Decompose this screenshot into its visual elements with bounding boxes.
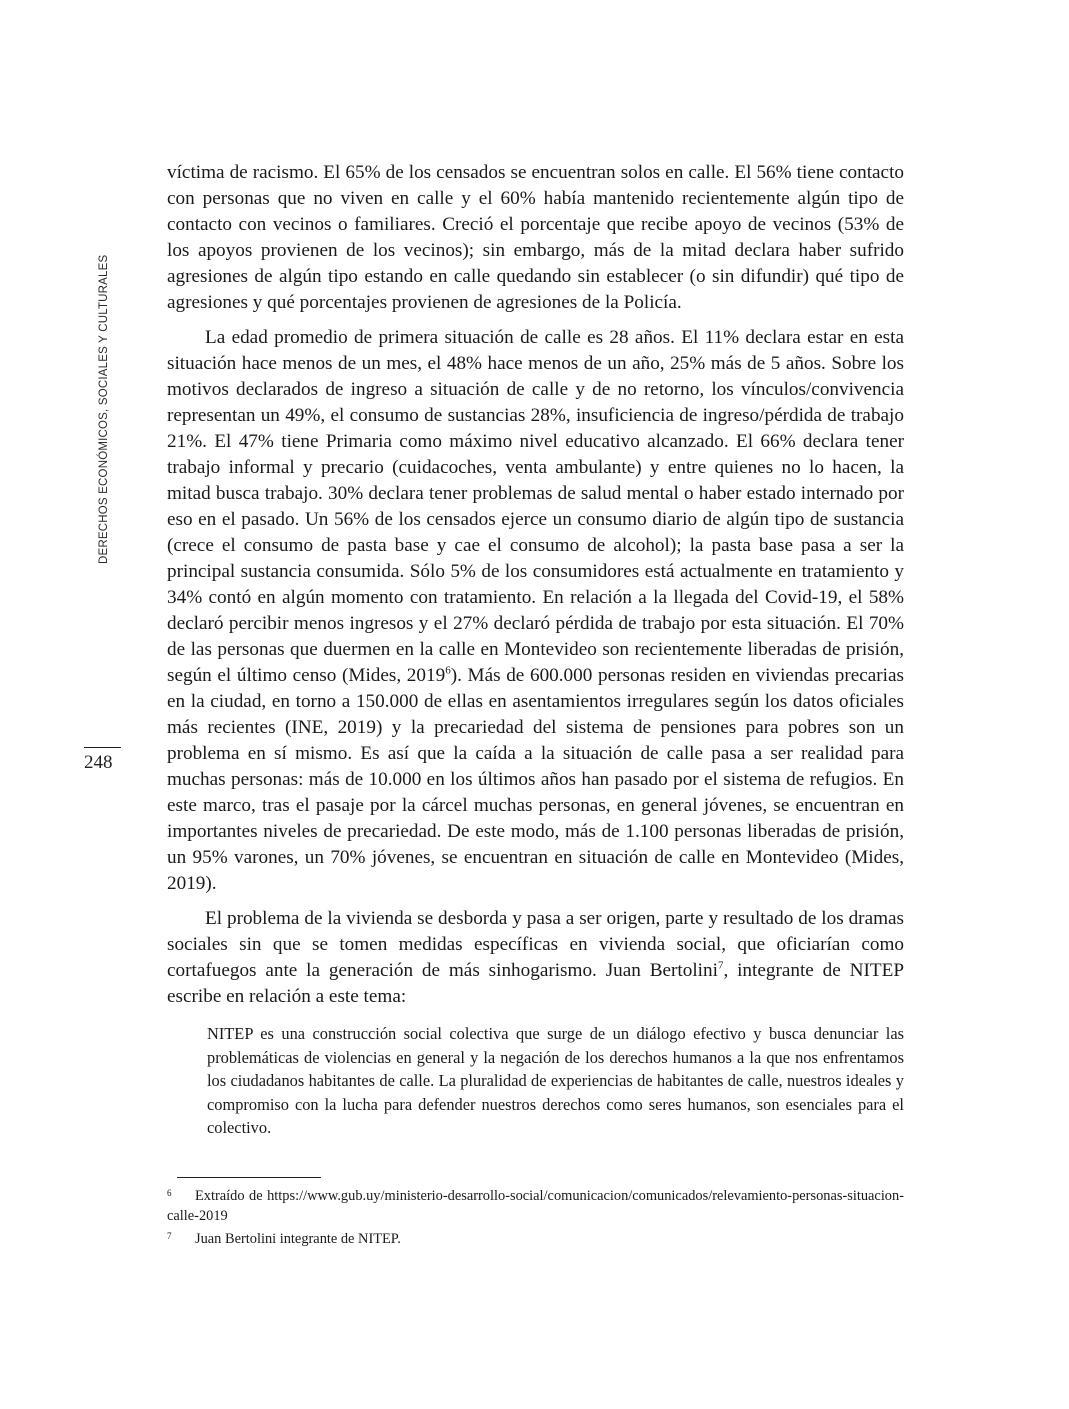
footnote-7 [167,1226,904,1249]
footnote-mark: 7 [167,1231,172,1241]
running-title-text: DERECHOS ECONÓMICOS, SOCIALES Y CULTURALES [98,254,110,564]
paragraph-3-text-b: , integrante de NITEP escribe en relación a este tema: [167,960,904,1007]
page-number-rule [84,747,121,748]
paragraph-2-text-b: ). Más de 600.000 personas residen en viviendas precarias en la ciudad, en torno a 150.000 de ellas en asentamientos irregulares según los datos oficiales más recientes (INE, 2019) y la precariedad del sistema de pensiones para pobres son un problema en sí mismo. Es así que la caída a la situación de calle pasa a ser realidad para muchas personas: más de 10.000 en los últimos años han pasado por el sistema de refugios. En este marco, tras el pasaje por la cárcel muchas personas, en general jóvenes, se encuentran en importantes niveles de precariedad. De este modo, más de 1.100 personas liberadas de prisión, un 95% varones, un 70% jóvenes, se encuentran en situación de calle en Montevideo (Mides, 2019). [167,665,904,894]
running-title [92,246,114,564]
paragraph-1: víctima de racismo. El 65% de los censados se encuentran solos en calle. El 56% tiene contacto con personas que no viven en calle y el 60% había mantenido recientemente algún tipo de contacto con vecinos o familiares. Creció el porcentaje que recibe apoyo de vecinos (53% de los apoyos provienen de los vecinos); sin embargo, más de la mitad declara haber sufrido agresiones de algún tipo estando en calle quedando sin establecer (o sin difundir) qué tipo de agresiones y qué porcentajes provienen de agresiones de la Policía. [167,162,904,313]
footnote-text: Juan Bertolini integrante de NITEP. [195,1231,401,1247]
footnote-mark: 6 [167,1188,172,1198]
paragraph-3-text-a: El problema de la vivienda se desborda y pasa a ser origen, parte y resultado de los dramas sociales sin que se tomen medidas específicas en vivienda social, que oficiarían como cortafuegos ante la generación de más sinhogarismo. Juan Bertolini [167,908,904,981]
paragraph-2-text-a: La edad promedio de primera situación de calle es 28 años. El 11% declara estar en esta situación hace menos de un mes, el 48% hace menos de un año, 25% más de 5 años. Sobre los motivos declarados de ingreso a situación de calle y de no retorno, los vínculos/convivencia representan un 49%, el consumo de sustancias 28%, insuficiencia de ingreso/pérdida de trabajo 21%. El 47% tiene Primaria como máximo nivel educativo alcanzado. El 66% declara tener trabajo informal y precario (cuidacoches, venta ambulante) y entre quienes no lo hacen, la mitad busca trabajo. 30% declara tener problemas de salud mental o haber estado internado por eso en el pasado. Un 56% de los censados ejerce un consumo diario de algún tipo de sustancia (crece el consumo de pasta base y cae el consumo de alcohol); la pasta base pasa a ser la principal sustancia consumida. Sólo 5% de los consumidores está actualmente en tratamiento y 34% contó en algún momento con tratamiento. En relación a la llegada del Covid-19, el 58% declaró percibir menos ingresos y el 27% declaró pérdida de trabajo por esta situación. El 70% de las personas que duermen en la calle en Montevideo son recientemente liberadas de prisión, según el último censo (Mides, 2019 [167,327,904,686]
paragraph-3 [167,906,904,1010]
footnote-separator [177,1177,321,1178]
paragraph-2 [167,325,904,897]
footnote-text: Extraído de https://www.gub.uy/ministerio-desarrollo-social/comunicacion/comunicados/relevamiento-personas-situacion-calle-2019 [167,1188,904,1224]
body-text [167,160,904,1140]
footnote-ref-6[interactable]: 6 [445,664,451,677]
footnotes [167,1183,904,1249]
block-quote: NITEP es una construcción social colectiva que surge de un diálogo efectivo y busca denunciar las problemáticas de violencias en general y la negación de los derechos humanos a la que nos enfrentamos los ciudadanos habitantes de calle. La pluralidad de experiencias de habitantes de calle, nuestros ideales y compromiso con la lucha para defender nuestros derechos como seres humanos, son esenciales para el colectivo. [207,1024,904,1137]
page-number: 248 [84,752,113,773]
footnote-6 [167,1183,904,1226]
footnote-ref-7[interactable]: 7 [717,959,724,972]
